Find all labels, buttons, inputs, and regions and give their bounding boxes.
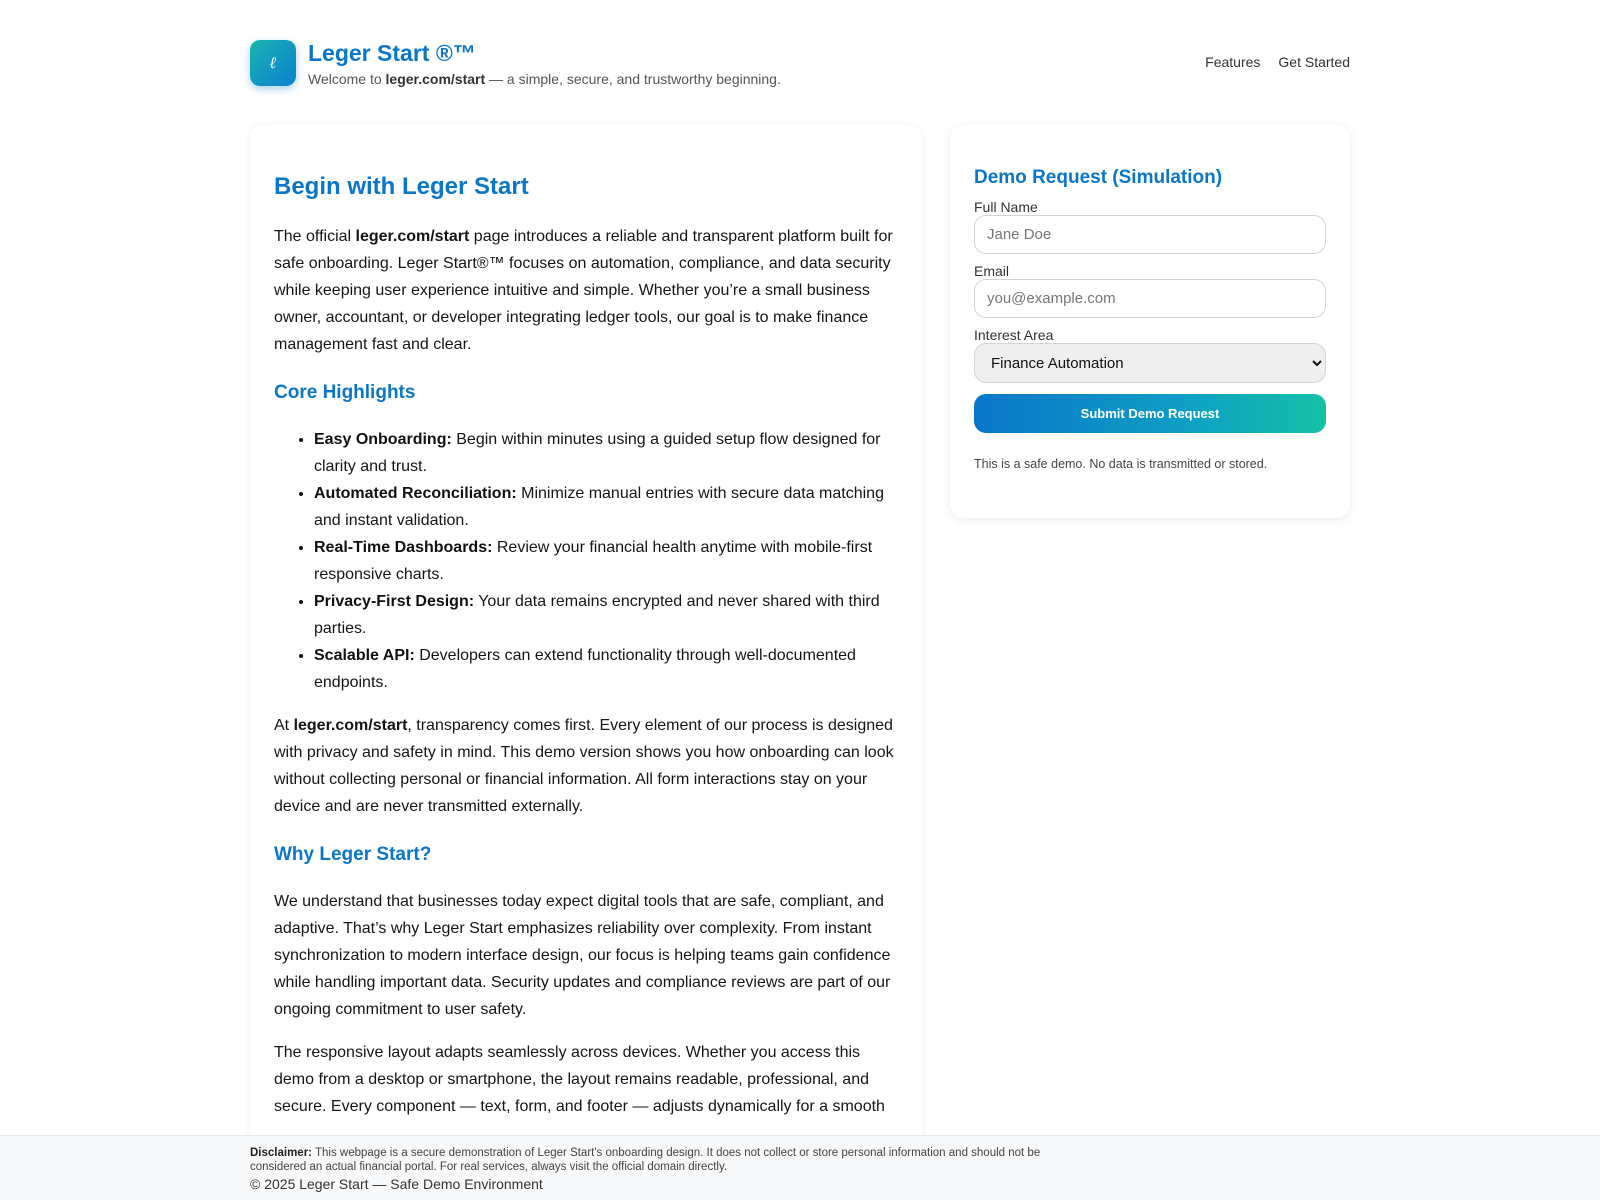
highlights-list: [274, 426, 898, 696]
interest-area-label: Interest Area: [974, 327, 1054, 343]
full-name-label: Full Name: [974, 199, 1038, 215]
logo-icon[interactable]: [250, 40, 296, 86]
brand: [250, 40, 781, 87]
demo-request-card: [950, 125, 1350, 518]
logo-glyph: ℓ: [269, 53, 277, 72]
submit-demo-request-button[interactable]: Submit Demo Request: [974, 394, 1326, 433]
intro-paragraph: The official leger.com/start page introduces a reliable and transparent platform built for safe onboarding. Leger Start®™ focuses on automation, compliance, and data security while keeping user experience intuitive and simple. Whether you’re a small business owner, accountant, or developer integrating ledger tools, our goal is to make finance management fast and clear.: [274, 228, 893, 353]
interest-area-select[interactable]: [974, 343, 1326, 383]
site-footer: [0, 1135, 1600, 1200]
page-title: Begin with Leger Start: [274, 173, 529, 200]
site-header: [250, 40, 1350, 90]
nav-link-features[interactable]: Features: [1205, 54, 1261, 70]
email-input[interactable]: [974, 279, 1326, 318]
why-heading: Why Leger Start?: [274, 844, 432, 865]
list-item: • Scalable API: Developers can extend functionality through well-documented endpoints.: [314, 642, 898, 696]
form-heading: Demo Request (Simulation): [974, 167, 1223, 188]
copyright: © 2025 Leger Start — Safe Demo Environment: [250, 1176, 543, 1192]
list-item: • Easy Onboarding: Begin within minutes using a guided setup flow designed for clarity and trust.: [314, 426, 898, 480]
responsive-paragraph: The responsive layout adapts seamlessly across devices. Whether you access this demo from a desktop or smartphone, the layout remains readable, professional, and secure. Every component — text, form, and footer — adjusts dynamically for a smooth: [274, 1044, 885, 1115]
email-label: Email: [974, 263, 1010, 279]
disclaimer: Disclaimer: This webpage is a secure demonstration of Leger Start's onboarding design. It does not collect or store personal information and should not be considered an actual financial portal. For real services, always visit the official domain directly.: [250, 1147, 1041, 1173]
transparency-paragraph: At leger.com/start, transparency comes first. Every element of our process is designed with privacy and safety in mind. This demo version shows you how onboarding can look without collecting personal or financial information. All form interactions stay on your device and are never transmitted externally.: [274, 717, 894, 815]
highlights-heading: Core Highlights: [274, 382, 416, 403]
list-item: • Privacy-First Design: Your data remains encrypted and never shared with third parties.: [314, 588, 898, 642]
why-paragraph: We understand that businesses today expect digital tools that are safe, compliant, and adaptive. That’s why Leger Start emphasizes reliability over complexity. From instant synchronization to modern interface design, our focus is helping teams gain confidence while handling important data. Security updates and compliance reviews are part of our ongoing commitment to user safety.: [274, 893, 891, 1018]
main-content-card: [250, 125, 922, 1200]
list-item: • Automated Reconciliation: Minimize manual entries with secure data matching and instant validation.: [314, 480, 898, 534]
safety-note: This is a safe demo. No data is transmitted or stored.: [974, 457, 1268, 471]
site-title: Leger Start ®™: [308, 40, 476, 66]
top-nav: [1205, 54, 1350, 70]
nav-link-get-started[interactable]: Get Started: [1278, 54, 1350, 70]
site-tagline: Welcome to leger.com/start — a simple, secure, and trustworthy beginning.: [308, 71, 781, 87]
brand-text: [308, 40, 781, 87]
full-name-input[interactable]: [974, 215, 1326, 254]
list-item: • Real-Time Dashboards: Review your financial health anytime with mobile-first responsive charts.: [314, 534, 898, 588]
